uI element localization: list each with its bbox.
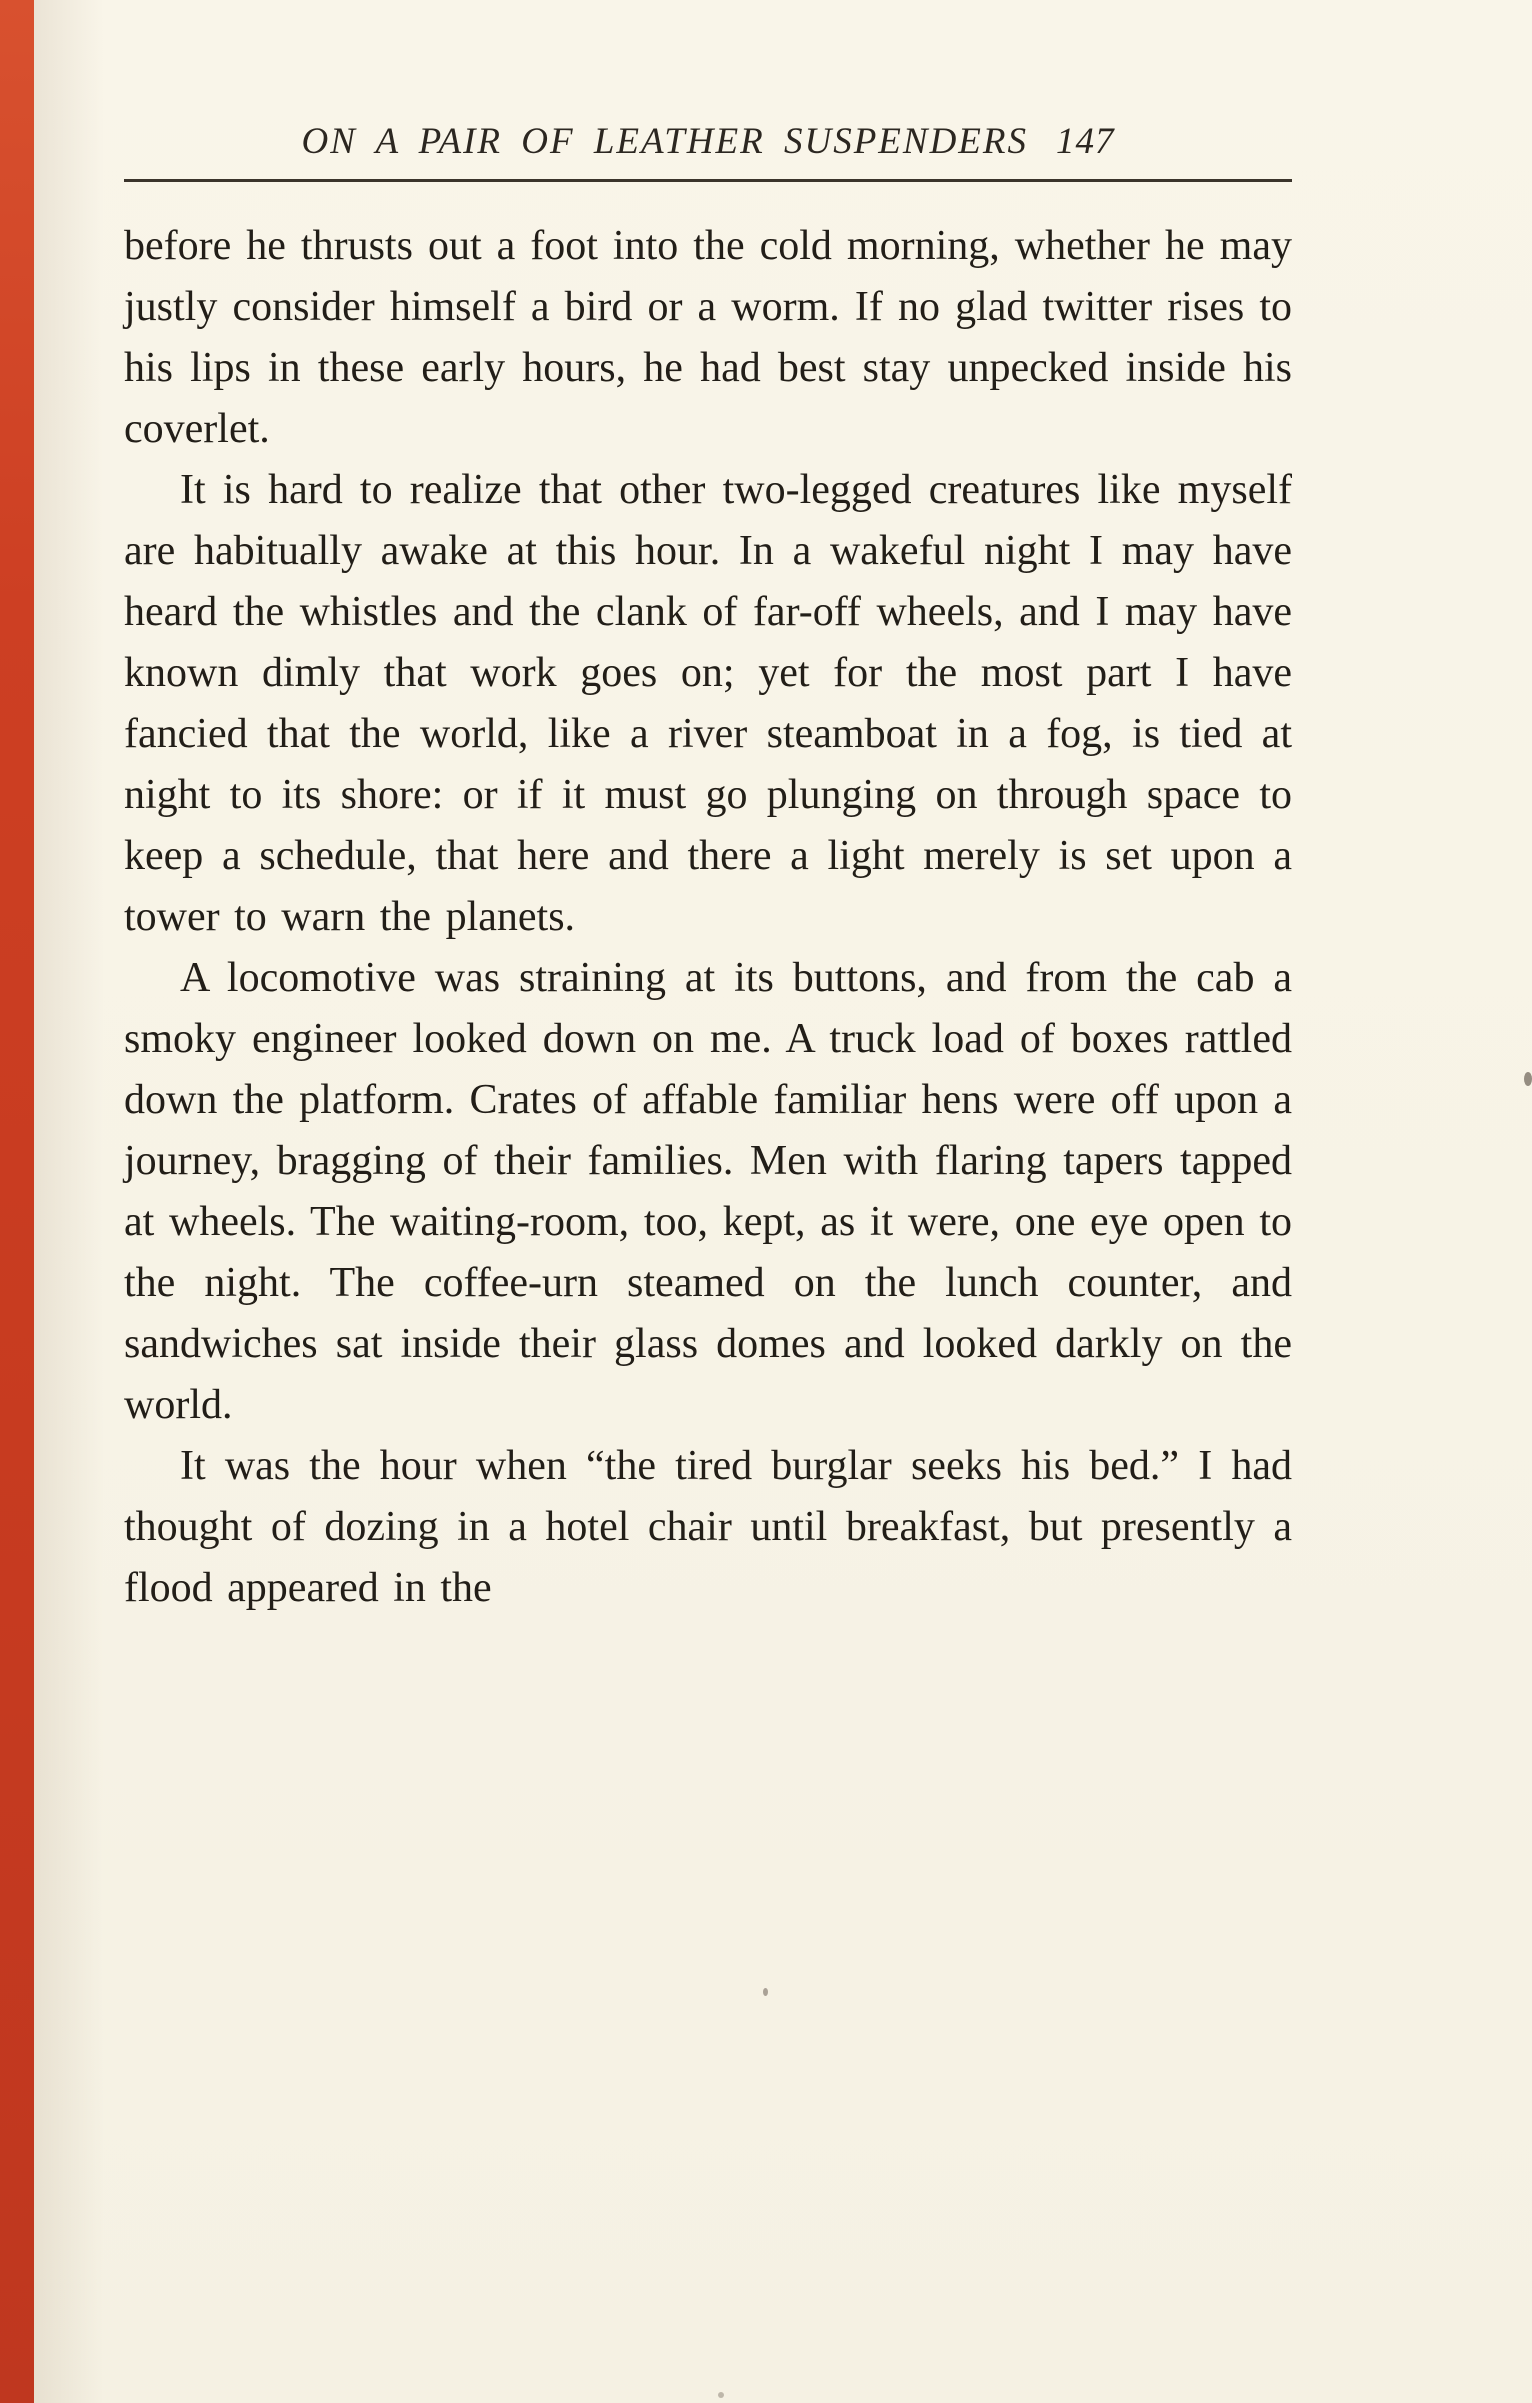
scan-speck <box>1524 1072 1532 1086</box>
paragraph-2: It is hard to realize that other two-legged creatures like myself are habitually awake at this hour. In a wakeful night I may have heard the whistles and the clank of far-off wheels, and I may have known dimly that work goes on; yet for the most part I have fancied that the world, like a river steamboat in a fog, is tied at night to its shore: or if it must go plunging on through space to keep a schedule, that here and there a light merely is set upon a tower to warn the planets. <box>124 467 1292 940</box>
paragraph-1: before he thrusts out a foot into the cold morning, whether he may justly consider himself a bird or a worm. If no glad twitter rises to his lips in these early hours, he had best stay unpecked inside his coverlet. <box>124 223 1292 452</box>
gutter-shading <box>34 0 104 2403</box>
running-head <box>124 120 1292 163</box>
scan-speck <box>718 2392 724 2398</box>
body-text <box>124 216 1292 1619</box>
paragraph-4: It was the hour when “the tired burglar seeks his bed.” I had thought of dozing in a hotel chair until breakfast, but presently a flood appeared in the <box>124 1443 1292 1611</box>
page-number: 147 <box>1056 121 1115 162</box>
paragraph-3: A locomotive was straining at its buttons, and from the cab a smoky engineer looked down on me. A truck load of boxes rattled down the platform. Crates of affable familiar hens were off upon a journey, bragging of their families. Men with flaring tapers tapped at wheels. The waiting-room, too, kept, as it were, one eye open to the night. The coffee-urn steamed on the lunch counter, and sandwiches sat inside their glass domes and looked darkly on the world. <box>124 955 1292 1428</box>
scan-speck <box>763 1988 768 1996</box>
chapter-title: ON A PAIR OF LEATHER SUSPENDERS <box>301 121 1029 162</box>
book-edge-strip <box>0 0 34 2403</box>
header-rule <box>124 179 1292 182</box>
page-body <box>124 120 1292 1619</box>
